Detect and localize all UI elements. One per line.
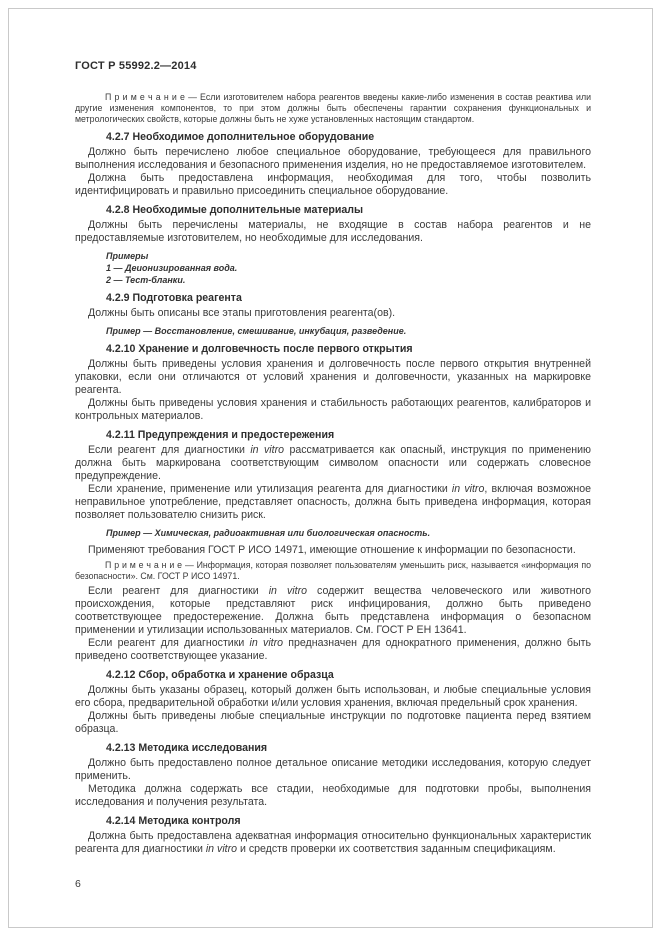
section-heading-4-2-9: 4.2.9 Подготовка реагента — [106, 292, 242, 304]
body-paragraph: Должны быть приведены условия хранения и стабильность работающих реагентов, калибраторов и контрольных материалов. — [75, 397, 591, 422]
body-paragraph: Должны быть приведены любые специальные инструкции по подготовке пациента перед взятием образца. — [75, 710, 591, 735]
section-heading-4-2-12: 4.2.12 Сбор, обработка и хранение образца — [106, 669, 334, 681]
body-paragraph: Если реагент для диагностики in vitro содержит вещества человеческого или животного происхождения, которые представляют риск инфицирования, должно быть приведено соответствующее предостережение. Должна быть представлена информация о безопасном применении и утилизации использованных материалов. См. ГОСТ Р ЕН 13641. — [75, 585, 591, 636]
body-paragraph: Применяют требования ГОСТ Р ИСО 14971, имеющие отношение к информации по безопасности. — [88, 544, 576, 556]
section-heading-4-2-7: 4.2.7 Необходимое дополнительное оборудование — [106, 131, 375, 143]
body-paragraph: Должны быть приведены условия хранения и долговечность после первого открытия внутренней упаковки, если они отличаются от условий хранения и долговечности, указанных на маркировке реагента. — [75, 358, 591, 396]
body-paragraph: Должны быть перечислены материалы, не входящие в состав набора реагентов и не предоставляемые изготовителем, но необходимые для исследования. — [75, 219, 591, 244]
section-heading-4-2-10: 4.2.10 Хранение и долговечность после первого открытия — [106, 343, 413, 355]
body-paragraph: Должна быть предоставлена информация, необходимая для того, чтобы позволить идентифицировать и правильно присоединить специальное оборудование. — [75, 172, 591, 197]
note-paragraph: П р и м е ч а н и е — Информация, которая позволяет пользователям уменьшить риск, называется «информация по безопасности». См. ГОСТ Р ИСО 14971. — [75, 560, 591, 581]
section-heading-4-2-14: 4.2.14 Методика контроля — [106, 815, 241, 827]
body-paragraph: Должно быть предоставлено полное детальное описание методики исследования, которую следует применить. — [75, 757, 591, 782]
note-paragraph: П р и м е ч а н и е — Если изготовителем набора реагентов введены какие-либо изменения в состав реактива или другие изменения компонентов, то при этом должны быть обеспечены гарантии сохранения функциональных и метрологических свойств, которые должны быть не хуже установленных настоящим стандартом. — [75, 92, 591, 124]
section-heading-4-2-11: 4.2.11 Предупреждения и предостережения — [106, 429, 335, 441]
body-paragraph: Должны быть описаны все этапы приготовления реагента(ов). — [88, 307, 396, 319]
examples-group — [75, 250, 591, 286]
example-item: 1 — Деионизированная вода. — [106, 263, 238, 273]
example-paragraph: Пример — Химическая, радиоактивная или биологическая опасность. — [106, 528, 431, 538]
body-paragraph: Если хранение, применение или утилизация реагента для диагностики in vitro, включая возможное неправильное употребление, представляет опасность, должна быть приведена информация, которая позволяет пользователю снизить риск. — [75, 483, 591, 521]
examples-label: Примеры — [106, 251, 149, 261]
body-paragraph: Должна быть предоставлена адекватная информация относительно функциональных характеристик реагента для диагностики in vitro и средств проверки их соответствия заданным спецификациям. — [75, 830, 591, 855]
page-content — [75, 60, 591, 856]
body-paragraph: Если реагент для диагностики in vitro предназначен для однократного применения, должно быть приведено соответствующее указание. — [75, 637, 591, 662]
body-paragraph: Должно быть перечислено любое специальное оборудование, требующееся для правильного выполнения исследования и безопасного применения изделия, но не предоставляемое изготовителем. — [75, 146, 591, 171]
example-item: 2 — Тест-бланки. — [106, 275, 186, 285]
body-paragraph: Должны быть указаны образец, который должен быть использован, и любые специальные условия его сбора, предварительной обработки и/или условия хранения, включая предельный срок хранения. — [75, 684, 591, 709]
document-header: ГОСТ Р 55992.2—2014 — [75, 60, 197, 72]
body-paragraph: Методика должна содержать все стадии, необходимые для подготовки пробы, выполнения исследования и получения результата. — [75, 783, 591, 808]
body-paragraph: Если реагент для диагностики in vitro рассматривается как опасный, инструкция по применению должна быть маркирована соответствующим символом опасности или содержать словесное предупреждение. — [75, 444, 592, 482]
page-number: 6 — [75, 878, 81, 890]
section-heading-4-2-13: 4.2.13 Методика исследования — [106, 742, 268, 754]
example-paragraph: Пример — Восстановление, смешивание, инкубация, разведение. — [106, 326, 407, 336]
section-heading-4-2-8: 4.2.8 Необходимые дополнительные материалы — [106, 204, 364, 216]
